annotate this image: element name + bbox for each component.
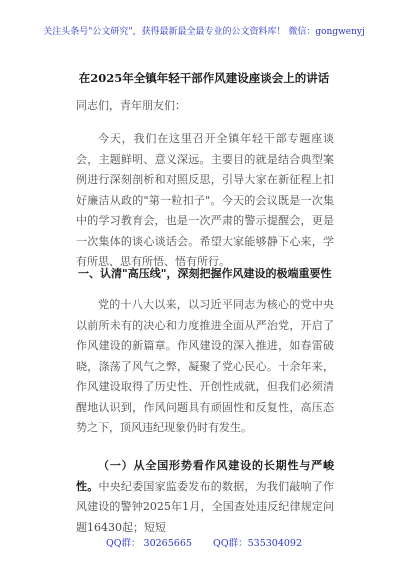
document-title: 在2025年全镇年轻干部作风建设座谈会上的讲话 <box>78 71 330 85</box>
paragraph-context: 党的十八大以来，以习近平同志为核心的党中央以前所未有的决心和力度推进全面从严治党，开启了作风建设的新篇章。作风建设的深入推进，如春雷破晓，涤荡了风气之弊，凝聚了党心民心。十余年来，作风建设取得了历史性、开创性成就，但我们必须清醒地认识到，作风问题具有顽固性和反复性，高压态势之下，顶风违纪现象仍时有发生。 <box>76 298 334 434</box>
subsection-heading: （一）从全国形势看作风建设的长期性与严峻性。 <box>76 459 334 493</box>
section-heading: 一、认清"高压线"，深刻把握作风建设的极端重要性 <box>78 267 332 280</box>
paragraph-intro: 今天，我们在这里召开全镇年轻干部专题座谈会，主题鲜明、意义深远。主要目的就是结合典型案例进行深刻剖析和对照反思，引导大家在新征程上扣好廉洁从政的"第一粒扣子"。今天的会议既是一次集中的学习教育会，也是一次严肃的警示提醒会，更是一次集体的谈心谈话会。希望大家能够静下心来，学有所思、思有所悟、悟有所行。 <box>76 132 334 268</box>
footer-banner: QQ群： 30265665 QQ群：535304092 <box>105 538 303 549</box>
paragraph-subsection <box>76 456 334 538</box>
salutation: 同志们，青年朋友们： <box>76 99 186 112</box>
subsection-body: 中央纪委国家监委发布的数据，为我们敲响了作风建设的警钟2025年1月，全国查处违反纪律规定问题16430起；短短 <box>76 479 335 534</box>
header-banner: 关注头条号"公文研究"，获得最新最全最专业的公文资料库！ 微信：gongwenyj <box>43 27 365 37</box>
